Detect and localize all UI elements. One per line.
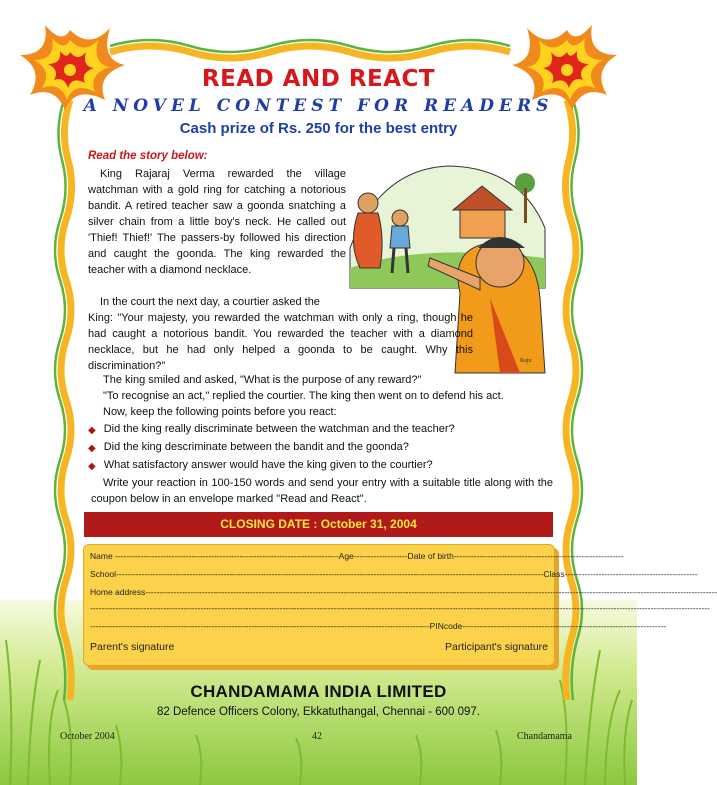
- story-paragraph-3: The king smiled and asked, "What is the purpose of any reward?": [103, 374, 422, 386]
- footer-magazine-name: Chandamama: [517, 731, 572, 742]
- parent-signature-label: Parent's signature: [90, 641, 175, 653]
- publisher-address: 82 Defence Officers Colony, Ekkatuthangal, Chennai - 600 097.: [156, 706, 481, 718]
- coupon-address-line-2[interactable]: ---------------------------------------------------------------------------------------------------------------------------------------------------------------------------------------------------------------------------: [90, 603, 710, 613]
- bullet-item: ◆ Did the king really discriminate between the watchman and the teacher?: [88, 423, 455, 436]
- story-paragraph-4: "To recognise an act," replied the courtier. The king then went on to defend his act.: [103, 390, 504, 402]
- entry-coupon: [83, 544, 717, 666]
- coupon-school-line[interactable]: School-------------------------------------------------------------------------------------------------------------------------------------------------------Class-----------------------------------------------: [90, 569, 698, 579]
- story-paragraph-2a: In the court the next day, a courtier asked the: [100, 296, 320, 308]
- diamond-bullet-icon: ◆: [88, 443, 96, 454]
- footer-issue: October 2004: [60, 731, 115, 742]
- story-paragraph-1: King Rajaraj Verma rewarded the village watchman with a gold ring for catching a notorious bandit. A retired teacher saw a goonda snatching a silver chain from a little boy's neck. He called out 'Thief! Thief!' The passers-by followed his direction and caught the goonda. The king rewarded the teacher with a diamond necklace.: [88, 168, 346, 276]
- coupon-name-line[interactable]: Name -------------------------------------------------------------------------------Age-------------------Date of birth------------------------------------------------------------: [90, 551, 624, 561]
- artist-signature: Raju: [520, 358, 532, 364]
- story-paragraph-5: Now, keep the following points before you react:: [103, 406, 337, 418]
- footer-page-number: 42: [312, 731, 322, 742]
- story-heading: Read the story below:: [88, 150, 208, 162]
- closing-date-banner: CLOSING DATE : October 31, 2004: [84, 512, 553, 537]
- boy-figure: [390, 226, 410, 248]
- hut-icon: [460, 208, 505, 238]
- page-title: READ AND REACT: [201, 66, 436, 92]
- story-paragraph-2b: King: "Your majesty, you rewarded the watchman with only a ring, though he had caught a notorious bandit. You rewarded the teacher with a diamond necklace, but he had only helped a goonda to be caught. Why this discrimination?": [88, 312, 473, 372]
- page-subtitle: A NOVEL CONTEST FOR READERS: [83, 96, 554, 116]
- coupon-address-line[interactable]: Home address----------------------------------------------------------------------------------------------------------------------------------------------------------------------------------------------------------: [90, 587, 717, 597]
- diamond-bullet-icon: ◆: [88, 425, 96, 436]
- bullet-item: ◆ Did the king descriminate between the bandit and the goonda?: [88, 441, 409, 454]
- participant-signature-label: Participant's signature: [445, 641, 548, 653]
- story-paragraph-6: Write your reaction in 100-150 words and send your entry with a suitable title along with the coupon below in an envelope marked "Read and React".: [91, 477, 553, 505]
- prize-line: Cash prize of Rs. 250 for the best entry: [179, 120, 458, 137]
- diamond-bullet-icon: ◆: [88, 461, 96, 472]
- coupon-pincode-line[interactable]: ------------------------------------------------------------------------------------------------------------------------PINcode------------------------------------------------------------------------: [90, 621, 667, 631]
- watchman-figure: [353, 213, 382, 268]
- bullet-item: ◆ What satisfactory answer would have the king given to the courtier?: [88, 459, 433, 472]
- publisher-name: CHANDAMAMA INDIA LIMITED: [190, 682, 447, 701]
